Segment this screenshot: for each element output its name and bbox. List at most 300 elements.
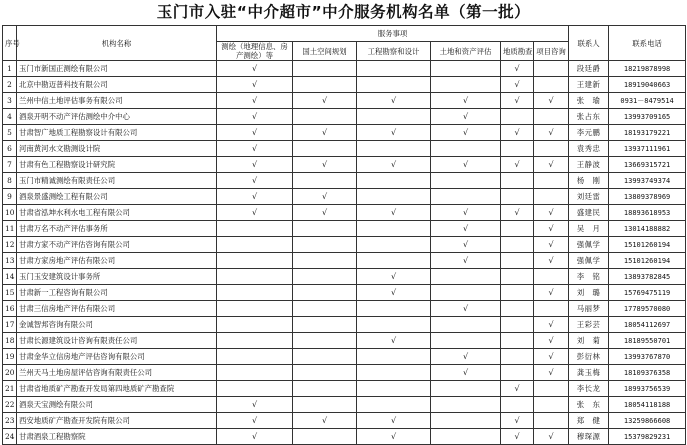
service-surveying-cell (217, 429, 293, 445)
contact-phone: 18193179221 (609, 125, 686, 141)
service-surveying-cell (217, 109, 293, 125)
service-spatial-planning-cell (293, 221, 357, 237)
contact-person: 李 铭 (569, 269, 609, 285)
check-mark: √ (514, 127, 520, 137)
service-appraisal-cell (431, 77, 501, 93)
agency-name: 甘肃三信房地产评估有限公司 (17, 301, 217, 317)
check-mark: √ (462, 111, 469, 121)
check-mark: √ (390, 335, 397, 345)
row-number: 5 (3, 125, 17, 141)
table-row (3, 301, 686, 317)
table-row (3, 173, 686, 189)
service-surveying-cell (217, 205, 293, 221)
document-title: 玉门市入驻“中介超市”中介服务机构名单（第一批） (156, 3, 531, 21)
service-consulting-cell (534, 269, 569, 285)
check-mark: √ (251, 159, 258, 169)
service-engineering-cell (357, 381, 431, 397)
service-appraisal-cell (431, 317, 501, 333)
service-surveying-cell (217, 93, 293, 109)
contact-phone: 13893782845 (609, 269, 686, 285)
service-appraisal-cell (431, 301, 501, 317)
service-surveying-cell (217, 125, 293, 141)
check-mark: √ (462, 223, 469, 233)
service-spatial-planning-cell (293, 125, 357, 141)
service-engineering-cell (357, 285, 431, 301)
check-mark: √ (462, 303, 469, 313)
service-surveying-cell (217, 77, 293, 93)
agency-name: 玉门市新国正测绘有限公司 (17, 61, 217, 77)
row-number: 14 (3, 269, 17, 285)
service-spatial-planning-cell (293, 269, 357, 285)
agency-name: 甘肃酒泉工程勘察院 (17, 429, 217, 445)
header-service-consulting: 项目咨询 (534, 42, 569, 61)
table-row (3, 381, 686, 397)
header-service-spatial-planning: 国土空间规划 (293, 42, 357, 61)
contact-phone: 15769475119 (609, 285, 686, 301)
table-row (3, 349, 686, 365)
service-geology-cell (501, 413, 534, 429)
check-mark: √ (321, 127, 328, 137)
agency-name: 甘肃新一工程咨询有限公司 (17, 285, 217, 301)
table-row (3, 77, 686, 93)
agency-name: 甘肃省泓坤水利水电工程有限公司 (17, 205, 217, 221)
contact-phone: 13669315721 (609, 157, 686, 173)
contact-phone: 15101260194 (609, 253, 686, 269)
service-consulting-cell (534, 205, 569, 221)
row-number: 19 (3, 349, 17, 365)
agency-name: 酒泉开明不动产评估测绘中介中心 (17, 109, 217, 125)
service-surveying-cell (217, 141, 293, 157)
check-mark: √ (548, 127, 554, 137)
service-engineering-cell (357, 301, 431, 317)
contact-phone: 0931－8479514 (609, 93, 686, 109)
agency-name: 甘肃万名不动产评估事务所 (17, 221, 217, 237)
contact-person: 段廷爵 (569, 61, 609, 77)
service-appraisal-cell (431, 221, 501, 237)
service-spatial-planning-cell (293, 349, 357, 365)
service-engineering-cell (357, 333, 431, 349)
service-consulting-cell (534, 61, 569, 77)
table-row (3, 333, 686, 349)
service-spatial-planning-cell (293, 285, 357, 301)
table-row (3, 61, 686, 77)
check-mark: √ (462, 95, 469, 105)
contact-person: 郑 健 (569, 413, 609, 429)
table-row (3, 397, 686, 413)
contact-person: 李长龙 (569, 381, 609, 397)
contact-phone: 13937111961 (609, 141, 686, 157)
service-consulting-cell (534, 125, 569, 141)
check-mark: √ (251, 79, 258, 89)
row-number: 17 (3, 317, 17, 333)
service-surveying-cell (217, 253, 293, 269)
agency-name: 金诚智邦咨询有限公司 (17, 317, 217, 333)
service-surveying-cell (217, 285, 293, 301)
service-appraisal-cell (431, 365, 501, 381)
service-engineering-cell (357, 253, 431, 269)
check-mark: √ (251, 207, 258, 217)
service-consulting-cell (534, 349, 569, 365)
check-mark: √ (514, 159, 520, 169)
check-mark: √ (321, 207, 328, 217)
row-number: 21 (3, 381, 17, 397)
service-consulting-cell (534, 397, 569, 413)
agency-name: 甘肃长源建筑设计咨询有限责任公司 (17, 333, 217, 349)
service-appraisal-cell (431, 157, 501, 173)
service-consulting-cell (534, 253, 569, 269)
service-appraisal-cell (431, 381, 501, 397)
service-consulting-cell (534, 317, 569, 333)
service-geology-cell (501, 253, 534, 269)
row-number: 24 (3, 429, 17, 445)
check-mark: √ (514, 415, 520, 425)
contact-person: 强佩学 (569, 253, 609, 269)
service-appraisal-cell (431, 93, 501, 109)
agency-name: 西安地质矿产勘查开发院有限公司 (17, 413, 217, 429)
service-spatial-planning-cell (293, 301, 357, 317)
service-spatial-planning-cell (293, 397, 357, 413)
service-consulting-cell (534, 333, 569, 349)
service-engineering-cell (357, 429, 431, 445)
service-appraisal-cell (431, 413, 501, 429)
check-mark: √ (321, 415, 328, 425)
service-engineering-cell (357, 189, 431, 205)
contact-person: 李元鹏 (569, 125, 609, 141)
check-mark: √ (514, 383, 520, 393)
service-appraisal-cell (431, 349, 501, 365)
table-row (3, 93, 686, 109)
service-surveying-cell (217, 61, 293, 77)
contact-person: 盛建民 (569, 205, 609, 221)
contact-person: 马丽梦 (569, 301, 609, 317)
check-mark: √ (514, 79, 520, 89)
row-number: 8 (3, 173, 17, 189)
header-service-geology: 地质勘查 (501, 42, 534, 61)
service-spatial-planning-cell (293, 365, 357, 381)
service-engineering-cell (357, 365, 431, 381)
row-number: 7 (3, 157, 17, 173)
row-number: 18 (3, 333, 17, 349)
service-consulting-cell (534, 285, 569, 301)
contact-phone: 17789570080 (609, 301, 686, 317)
service-engineering-cell (357, 237, 431, 253)
contact-phone: 15379829231 (609, 429, 686, 445)
check-mark: √ (548, 223, 554, 233)
contact-phone: 18919040663 (609, 77, 686, 93)
service-geology-cell (501, 93, 534, 109)
check-mark: √ (462, 159, 469, 169)
header-service-surveying: 测绘（地理信息、房产测绘）等 (217, 42, 293, 61)
service-engineering-cell (357, 397, 431, 413)
check-mark: √ (390, 431, 397, 441)
table-row (3, 125, 686, 141)
row-number: 13 (3, 253, 17, 269)
contact-person: 王建新 (569, 77, 609, 93)
contact-person: 张占东 (569, 109, 609, 125)
table-row (3, 413, 686, 429)
row-number: 2 (3, 77, 17, 93)
service-geology-cell (501, 221, 534, 237)
agency-name: 甘肃方家不动产评估咨询有限公司 (17, 237, 217, 253)
service-spatial-planning-cell (293, 93, 357, 109)
service-spatial-planning-cell (293, 429, 357, 445)
service-surveying-cell (217, 221, 293, 237)
service-surveying-cell (217, 317, 293, 333)
service-surveying-cell (217, 349, 293, 365)
contact-phone: 18054112697 (609, 317, 686, 333)
service-appraisal-cell (431, 125, 501, 141)
service-consulting-cell (534, 173, 569, 189)
agency-name: 酒泉景盛测绘工程有限公司 (17, 189, 217, 205)
header-services: 服务事项 (217, 26, 569, 42)
contact-person: 张 瑜 (569, 93, 609, 109)
agency-name: 玉门玉安建筑设计事务所 (17, 269, 217, 285)
service-geology-cell (501, 157, 534, 173)
service-appraisal-cell (431, 429, 501, 445)
service-surveying-cell (217, 157, 293, 173)
contact-person: 吴 月 (569, 221, 609, 237)
row-number: 16 (3, 301, 17, 317)
service-consulting-cell (534, 109, 569, 125)
service-spatial-planning-cell (293, 109, 357, 125)
service-consulting-cell (534, 429, 569, 445)
check-mark: √ (548, 335, 554, 345)
check-mark: √ (462, 255, 469, 265)
service-consulting-cell (534, 301, 569, 317)
contact-phone: 13993767870 (609, 349, 686, 365)
service-appraisal-cell (431, 269, 501, 285)
service-engineering-cell (357, 61, 431, 77)
service-spatial-planning-cell (293, 61, 357, 77)
check-mark: √ (548, 255, 554, 265)
agency-name: 酒泉天宝测绘有限公司 (17, 397, 217, 413)
service-surveying-cell (217, 269, 293, 285)
row-number: 4 (3, 109, 17, 125)
check-mark: √ (462, 351, 469, 361)
check-mark: √ (514, 207, 520, 217)
agency-name: 甘肃有色工程勘察设计研究院 (17, 157, 217, 173)
table-row (3, 205, 686, 221)
service-geology-cell (501, 365, 534, 381)
agency-name: 兰州天马土地房屋评估咨询有限责任公司 (17, 365, 217, 381)
check-mark: √ (514, 63, 520, 73)
check-mark: √ (251, 415, 258, 425)
service-geology-cell (501, 285, 534, 301)
agency-register-table (2, 25, 686, 445)
check-mark: √ (548, 207, 554, 217)
row-number: 20 (3, 365, 17, 381)
row-number: 22 (3, 397, 17, 413)
contact-person: 彭衍林 (569, 349, 609, 365)
header-service-appraisal: 土地和资产评估 (431, 42, 501, 61)
check-mark: √ (251, 191, 258, 201)
service-engineering-cell (357, 413, 431, 429)
row-number: 11 (3, 221, 17, 237)
service-appraisal-cell (431, 333, 501, 349)
check-mark: √ (548, 367, 554, 377)
service-surveying-cell (217, 333, 293, 349)
check-mark: √ (251, 127, 258, 137)
check-mark: √ (390, 287, 397, 297)
service-appraisal-cell (431, 61, 501, 77)
check-mark: √ (514, 95, 520, 105)
table-row (3, 141, 686, 157)
service-consulting-cell (534, 413, 569, 429)
contact-phone: 18054118188 (609, 397, 686, 413)
check-mark: √ (321, 95, 328, 105)
check-mark: √ (548, 95, 554, 105)
check-mark: √ (548, 159, 554, 169)
contact-phone: 18109376358 (609, 365, 686, 381)
service-engineering-cell (357, 109, 431, 125)
service-surveying-cell (217, 301, 293, 317)
header-seq: 序号 (3, 26, 17, 61)
row-number: 1 (3, 61, 17, 77)
service-engineering-cell (357, 141, 431, 157)
service-consulting-cell (534, 365, 569, 381)
check-mark: √ (548, 351, 554, 361)
contact-person: 王彩芸 (569, 317, 609, 333)
header-service-engineering: 工程勘察和设计 (357, 42, 431, 61)
check-mark: √ (251, 143, 258, 153)
row-number: 3 (3, 93, 17, 109)
check-mark: √ (390, 207, 397, 217)
service-appraisal-cell (431, 237, 501, 253)
contact-person: 张 东 (569, 397, 609, 413)
contact-person: 穆琛源 (569, 429, 609, 445)
agency-name: 兰州中信土地评估事务有限公司 (17, 93, 217, 109)
service-engineering-cell (357, 221, 431, 237)
check-mark: √ (548, 431, 554, 441)
service-surveying-cell (217, 237, 293, 253)
service-consulting-cell (534, 157, 569, 173)
service-spatial-planning-cell (293, 413, 357, 429)
service-spatial-planning-cell (293, 77, 357, 93)
row-number: 10 (3, 205, 17, 221)
header-agency-name: 机构名称 (17, 26, 217, 61)
service-spatial-planning-cell (293, 237, 357, 253)
contact-person: 杨 刚 (569, 173, 609, 189)
service-spatial-planning-cell (293, 205, 357, 221)
contact-phone: 13259866608 (609, 413, 686, 429)
service-geology-cell (501, 397, 534, 413)
row-number: 6 (3, 141, 17, 157)
service-spatial-planning-cell (293, 381, 357, 397)
service-engineering-cell (357, 317, 431, 333)
table-row (3, 269, 686, 285)
service-spatial-planning-cell (293, 333, 357, 349)
service-geology-cell (501, 141, 534, 157)
service-geology-cell (501, 429, 534, 445)
check-mark: √ (462, 239, 469, 249)
check-mark: √ (390, 271, 397, 281)
service-surveying-cell (217, 397, 293, 413)
service-spatial-planning-cell (293, 253, 357, 269)
service-geology-cell (501, 301, 534, 317)
service-geology-cell (501, 381, 534, 397)
check-mark: √ (390, 415, 397, 425)
check-mark: √ (251, 63, 258, 73)
service-spatial-planning-cell (293, 173, 357, 189)
contact-phone: 13014188882 (609, 221, 686, 237)
header-contact: 联系人 (569, 26, 609, 61)
service-surveying-cell (217, 413, 293, 429)
service-surveying-cell (217, 365, 293, 381)
contact-person: 王静波 (569, 157, 609, 173)
service-geology-cell (501, 349, 534, 365)
service-geology-cell (501, 77, 534, 93)
service-consulting-cell (534, 189, 569, 205)
service-spatial-planning-cell (293, 157, 357, 173)
service-geology-cell (501, 61, 534, 77)
check-mark: √ (390, 127, 397, 137)
table-row (3, 429, 686, 445)
check-mark: √ (321, 159, 328, 169)
check-mark: √ (462, 207, 469, 217)
agency-name: 甘肃方家房地产评估有限公司 (17, 253, 217, 269)
service-geology-cell (501, 205, 534, 221)
check-mark: √ (548, 319, 554, 329)
service-appraisal-cell (431, 173, 501, 189)
contact-phone: 18893618953 (609, 205, 686, 221)
service-spatial-planning-cell (293, 317, 357, 333)
agency-name: 河南黄河水文勘测设计院 (17, 141, 217, 157)
service-appraisal-cell (431, 189, 501, 205)
table-row (3, 285, 686, 301)
agency-name: 甘肃智广地质工程勘察设计有限公司 (17, 125, 217, 141)
check-mark: √ (390, 95, 397, 105)
table-row (3, 157, 686, 173)
check-mark: √ (548, 239, 554, 249)
service-appraisal-cell (431, 141, 501, 157)
service-spatial-planning-cell (293, 189, 357, 205)
check-mark: √ (251, 175, 258, 185)
table-row (3, 365, 686, 381)
agency-name: 北京中勘迈普科技有限公司 (17, 77, 217, 93)
service-consulting-cell (534, 77, 569, 93)
agency-rows (3, 61, 686, 445)
row-number: 9 (3, 189, 17, 205)
service-consulting-cell (534, 221, 569, 237)
service-engineering-cell (357, 205, 431, 221)
contact-phone: 18219878998 (609, 61, 686, 77)
contact-person: 刘廷雷 (569, 189, 609, 205)
service-engineering-cell (357, 269, 431, 285)
check-mark: √ (514, 431, 520, 441)
agency-name: 玉门市精诚测绘有限责任公司 (17, 173, 217, 189)
service-geology-cell (501, 237, 534, 253)
check-mark: √ (462, 367, 469, 377)
service-spatial-planning-cell (293, 141, 357, 157)
table-row (3, 253, 686, 269)
service-engineering-cell (357, 77, 431, 93)
check-mark: √ (251, 111, 258, 121)
service-geology-cell (501, 317, 534, 333)
service-appraisal-cell (431, 109, 501, 125)
contact-phone: 18189550701 (609, 333, 686, 349)
service-engineering-cell (357, 93, 431, 109)
contact-phone: 13993749374 (609, 173, 686, 189)
contact-person: 袁秀忠 (569, 141, 609, 157)
table-row (3, 109, 686, 125)
service-geology-cell (501, 109, 534, 125)
table-row (3, 237, 686, 253)
service-surveying-cell (217, 173, 293, 189)
check-mark: √ (390, 159, 397, 169)
service-geology-cell (501, 333, 534, 349)
service-engineering-cell (357, 173, 431, 189)
service-consulting-cell (534, 237, 569, 253)
